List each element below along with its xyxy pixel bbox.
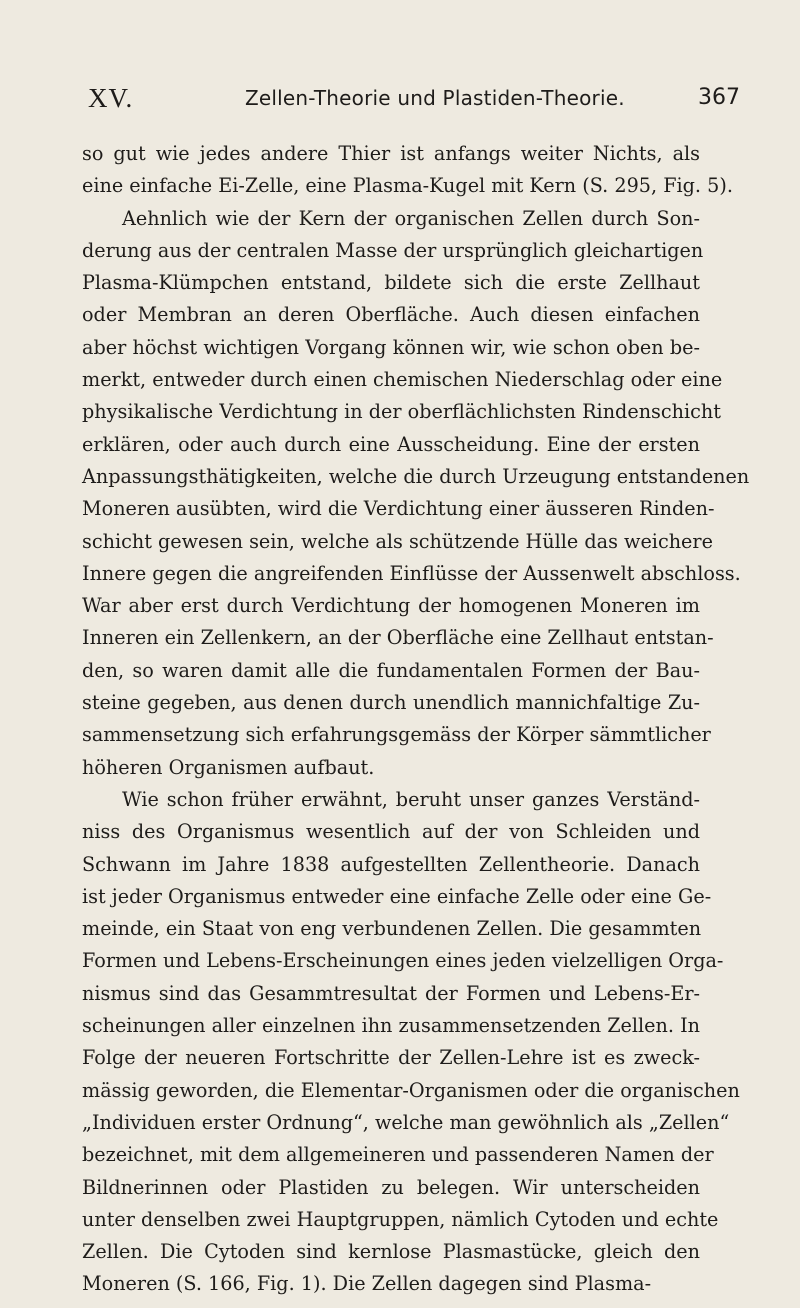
page-number: 367: [698, 85, 740, 110]
text-line: ist jeder Organismus entweder eine einfache Zelle oder eine Ge-: [82, 884, 712, 908]
section-number: XV.: [88, 83, 134, 113]
text-line: merkt, entweder durch einen chemischen Niederschlag oder eine: [82, 368, 723, 392]
text-line: meinde, ein Staat von eng verbundenen Zellen. Die gesammten: [82, 917, 702, 941]
text-line: steine gegeben, aus denen durch unendlich mannichfaltige Zu-: [82, 691, 700, 715]
text-line: den, so waren damit alle die fundamentalen Formen der Bau-: [82, 658, 700, 682]
text-line: derung aus der centralen Masse der ursprünglich gleichartigen: [82, 238, 704, 262]
text-line: aber höchst wichtigen Vorgang können wir, wie schon oben be-: [82, 335, 700, 359]
text-line: oder Membran an deren Oberfläche. Auch diesen einfachen: [82, 303, 700, 327]
text-line: sammensetzung sich erfahrungsgemäss der Körper sämmtlicher: [82, 723, 711, 747]
text-line: Zellen. Die Cytoden sind kernlose Plasmastücke, gleich den: [82, 1240, 700, 1264]
text-line: Anpassungsthätigkeiten, welche die durch Urzeugung entstandenen: [82, 464, 750, 488]
text-line: physikalische Verdichtung in der oberflächlichsten Rindenschicht: [82, 400, 721, 424]
text-line: Inneren ein Zellenkern, an der Oberfläche eine Zellhaut entstan-: [82, 626, 714, 650]
text-line: unter denselben zwei Hauptgruppen, nämlich Cytoden und echte: [82, 1207, 719, 1231]
text-line: nismus sind das Gesammtresultat der Formen und Lebens-Er-: [82, 981, 700, 1005]
text-line: Aehnlich wie der Kern der organischen Zellen durch Son-: [122, 206, 700, 230]
text-line: schicht gewesen sein, welche als schützende Hülle das weichere: [82, 529, 713, 553]
text-line: Moneren (S. 166, Fig. 1). Die Zellen dagegen sind Plasma-: [82, 1272, 652, 1296]
text-line: War aber erst durch Verdichtung der homogenen Moneren im: [82, 594, 700, 618]
text-line: „Individuen erster Ordnung“, welche man gewöhnlich als „Zellen“: [82, 1110, 730, 1134]
text-line: Innere gegen die angreifenden Einflüsse der Aussenwelt abschloss.: [82, 561, 741, 585]
text-line: mässig geworden, die Elementar-Organismen oder die organischen: [82, 1078, 740, 1102]
text-line: Folge der neueren Fortschritte der Zellen-Lehre ist es zweck-: [82, 1046, 700, 1070]
text-line: Bildnerinnen oder Plastiden zu belegen. Wir unterscheiden: [82, 1175, 700, 1199]
text-line: höheren Organismen aufbaut.: [82, 755, 375, 779]
text-line: erklären, oder auch durch eine Ausscheidung. Eine der ersten: [82, 432, 700, 456]
running-title: Zellen-Theorie und Plastiden-Theorie.: [245, 86, 625, 110]
body-text: [82, 138, 750, 1301]
text-line: so gut wie jedes andere Thier ist anfangs weiter Nichts, als: [82, 142, 700, 165]
text-line: Schwann im Jahre 1838 aufgestellten Zellentheorie. Danach: [82, 852, 700, 876]
text-line: Plasma-Klümpchen entstand, bildete sich die erste Zellhaut: [82, 271, 700, 295]
text-line: bezeichnet, mit dem allgemeineren und passenderen Namen der: [82, 1143, 714, 1167]
text-line: eine einfache Ei-Zelle, eine Plasma-Kugel mit Kern (S. 295, Fig. 5).: [82, 174, 733, 198]
text-line: Formen und Lebens-Erscheinungen eines jeden vielzelligen Orga-: [82, 949, 724, 973]
text-line: Moneren ausübten, wird die Verdichtung einer äusseren Rinden-: [82, 497, 715, 521]
text-line: niss des Organismus wesentlich auf der von Schleiden und: [82, 820, 700, 844]
running-header: [80, 78, 740, 118]
text-line: Wie schon früher erwähnt, beruht unser ganzes Verständ-: [122, 787, 700, 811]
text-line: scheinungen aller einzelnen ihn zusammensetzenden Zellen. In: [82, 1014, 701, 1038]
